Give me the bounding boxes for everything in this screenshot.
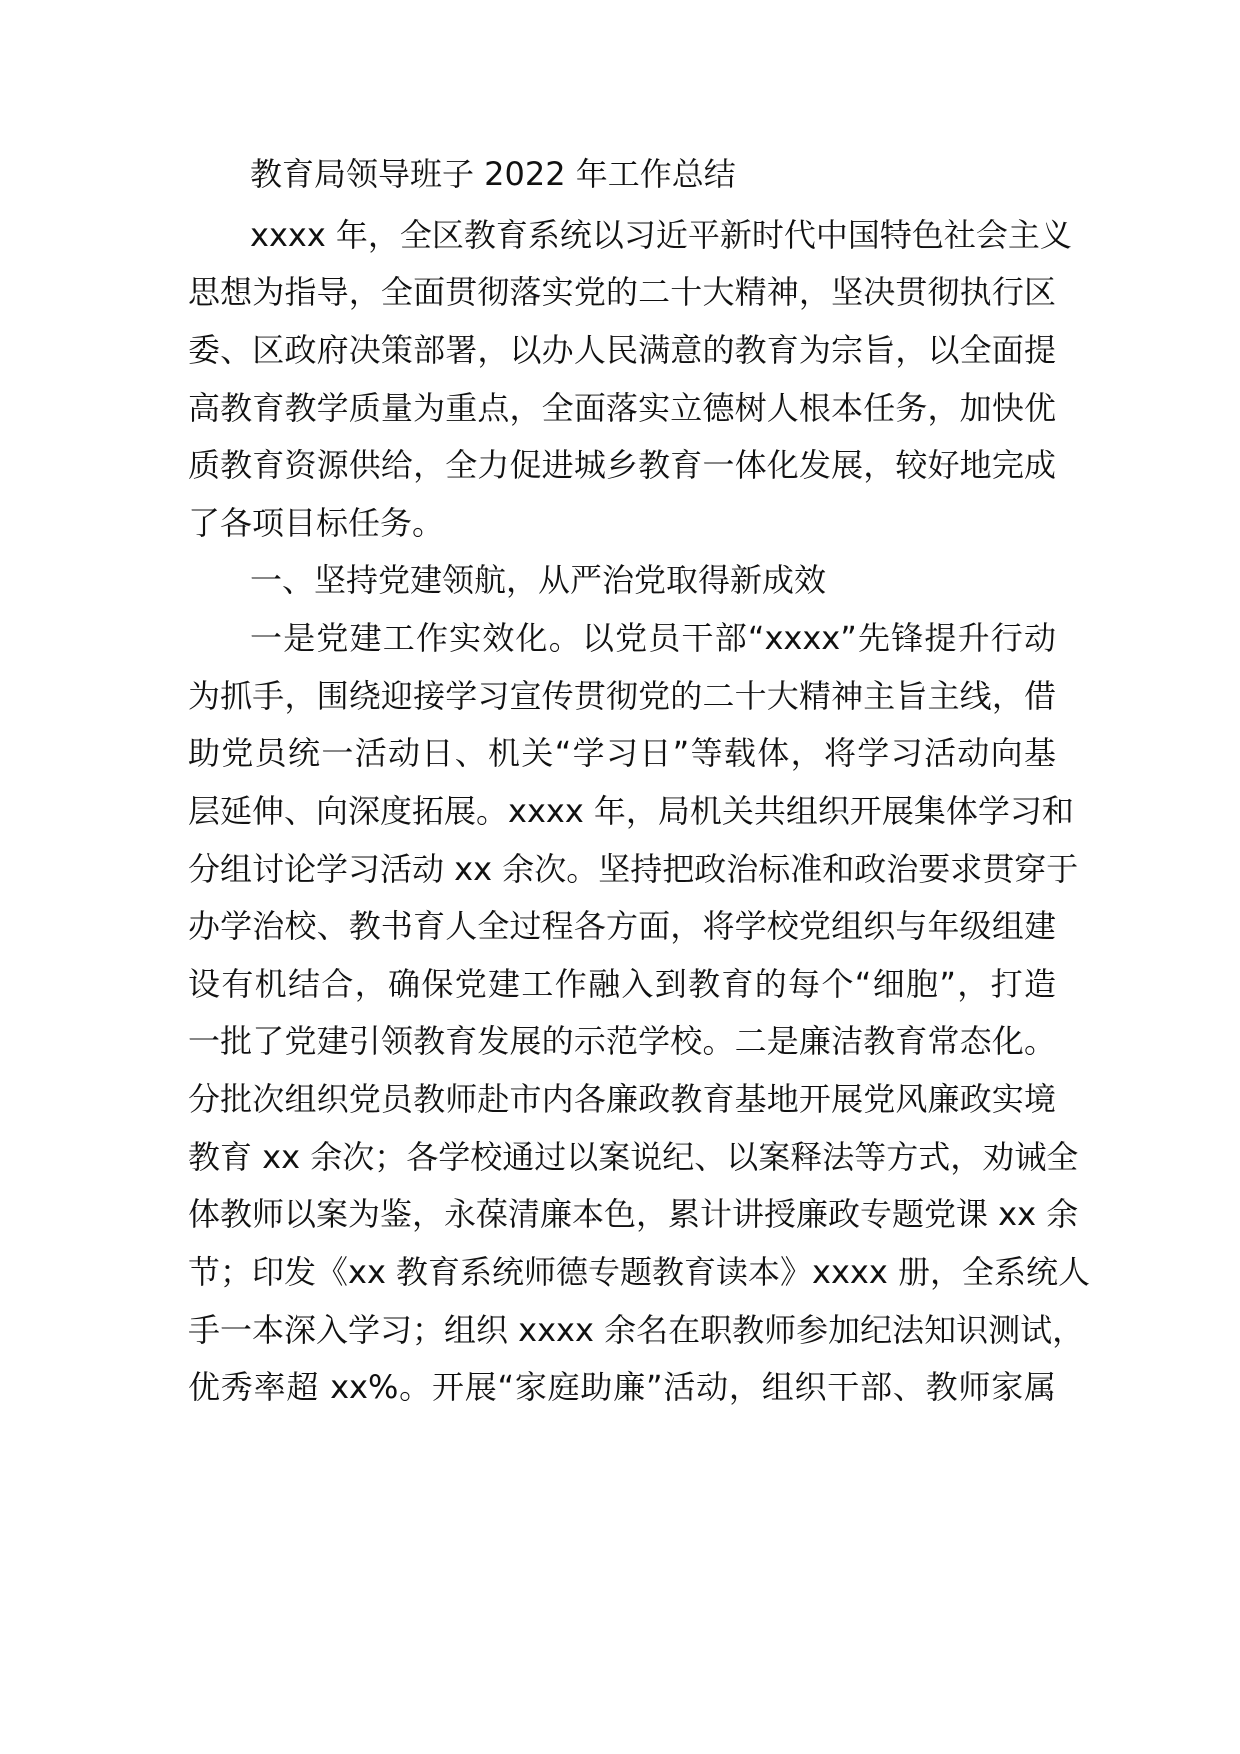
paragraph-line: 了各项目标任务。 [188,504,445,542]
paragraph-line: 设有机结合，确保党建工作融入到教育的每个“细胞”，打造 [188,965,1056,1003]
paragraph-line: 分组讨论学习活动 xx 余次。坚持把政治标准和政治要求贯穿于 [188,850,1079,888]
paragraph-line: 办学治校、教书育人全过程各方面，将学校党组织与年级组建 [188,907,1056,945]
paragraph-line: 委、区政府决策部署，以办人民满意的教育为宗旨，以全面提 [188,331,1056,369]
paragraph-line: xxxx 年，全区教育系统以习近平新时代中国特色社会主义 [250,216,1072,254]
paragraph-line: 高教育教学质量为重点，全面落实立德树人根本任务，加快优 [188,389,1056,427]
paragraph-line: 质教育资源供给，全力促进城乡教育一体化发展，较好地完成 [188,446,1056,484]
section-heading: 一、坚持党建领航，从严治党取得新成效 [250,561,827,599]
document-title: 教育局领导班子 2022 年工作总结 [250,155,736,193]
paragraph-line: 一批了党建引领教育发展的示范学校。二是廉洁教育常态化。 [188,1022,1056,1060]
paragraph-line: 节；印发《xx 教育系统师德专题教育读本》xxxx 册，全系统人 [188,1253,1090,1291]
paragraph-line: 一是党建工作实效化。以党员干部“xxxx”先锋提升行动 [250,619,1056,657]
paragraph-line: 手一本深入学习；组织 xxxx 余名在职教师参加纪法知识测试， [188,1311,1085,1349]
paragraph-line: 分批次组织党员教师赴市内各廉政教育基地开展党风廉政实境 [188,1080,1056,1118]
paragraph-line: 层延伸、向深度拓展。xxxx 年，局机关共组织开展集体学习和 [188,792,1074,830]
paragraph-line: 体教师以案为鉴，永葆清廉本色，累计讲授廉政专题党课 xx 余 [188,1195,1079,1233]
paragraph-line: 优秀率超 xx%。开展“家庭助廉”活动，组织干部、教师家属 [188,1368,1056,1406]
paragraph-line: 为抓手，围绕迎接学习宣传贯彻党的二十大精神主旨主线，借 [188,677,1056,715]
paragraph-line: 教育 xx 余次；各学校通过以案说纪、以案释法等方式，劝诫全 [188,1138,1079,1176]
paragraph-line: 思想为指导，全面贯彻落实党的二十大精神，坚决贯彻执行区 [188,273,1056,311]
paragraph-line: 助党员统一活动日、机关“学习日”等载体，将学习活动向基 [188,734,1056,772]
